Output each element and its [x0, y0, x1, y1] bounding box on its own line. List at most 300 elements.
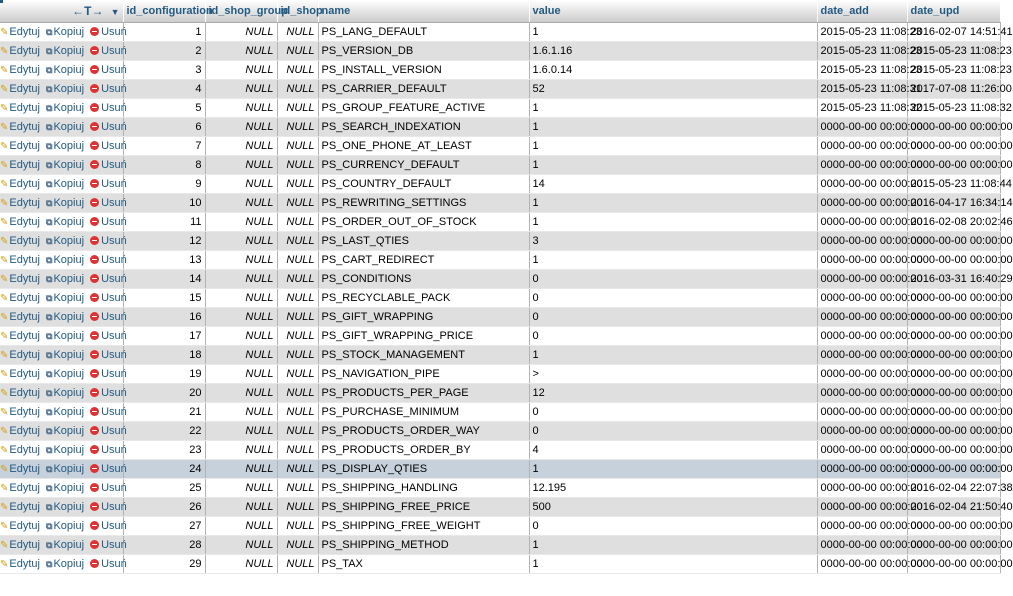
cell-id-shop[interactable]: NULL	[277, 402, 318, 421]
cell-date-upd[interactable]: 2016-02-07 14:51:41	[907, 22, 1000, 41]
cell-date-add[interactable]: 0000-00-00 00:00:00	[817, 250, 907, 269]
cell-date-add[interactable]: 0000-00-00 00:00:00	[817, 326, 907, 345]
cell-id-configuration[interactable]: 4	[123, 79, 205, 98]
cell-id-shop-group[interactable]: NULL	[205, 231, 277, 250]
cell-id-configuration[interactable]: 5	[123, 98, 205, 117]
cell-id-shop-group[interactable]: NULL	[205, 98, 277, 117]
cell-id-shop[interactable]: NULL	[277, 440, 318, 459]
cell-id-configuration[interactable]: 10	[123, 193, 205, 212]
cell-id-shop[interactable]: NULL	[277, 212, 318, 231]
copy-link[interactable]	[46, 501, 84, 513]
cell-id-shop-group[interactable]: NULL	[205, 421, 277, 440]
cell-date-upd[interactable]: 2016-03-31 16:40:29	[907, 269, 1000, 288]
cell-name[interactable]: PS_ONE_PHONE_AT_LEAST	[318, 136, 529, 155]
header-date-add[interactable]: date_add	[817, 0, 907, 22]
cell-id-shop[interactable]: NULL	[277, 364, 318, 383]
cell-date-upd[interactable]: 0000-00-00 00:00:00	[907, 421, 1000, 440]
delete-link[interactable]	[90, 102, 127, 114]
copy-link[interactable]	[46, 235, 84, 247]
cell-name[interactable]: PS_GROUP_FEATURE_ACTIVE	[318, 98, 529, 117]
cell-name[interactable]: PS_TAX	[318, 554, 529, 573]
cell-id-shop-group[interactable]: NULL	[205, 307, 277, 326]
cell-id-shop-group[interactable]: NULL	[205, 41, 277, 60]
cell-id-shop-group[interactable]: NULL	[205, 364, 277, 383]
cell-name[interactable]: PS_ORDER_OUT_OF_STOCK	[318, 212, 529, 231]
copy-link[interactable]	[46, 26, 84, 38]
cell-date-upd[interactable]: 2017-07-08 11:26:00	[907, 79, 1000, 98]
edit-link[interactable]	[0, 216, 40, 228]
cell-id-configuration[interactable]: 18	[123, 345, 205, 364]
table-row[interactable]	[0, 98, 1000, 117]
edit-link[interactable]	[0, 178, 40, 190]
cell-id-configuration[interactable]: 29	[123, 554, 205, 573]
table-row[interactable]	[0, 288, 1000, 307]
cell-date-upd[interactable]: 0000-00-00 00:00:00	[907, 155, 1000, 174]
cell-id-shop-group[interactable]: NULL	[205, 212, 277, 231]
cell-id-configuration[interactable]: 7	[123, 136, 205, 155]
copy-link[interactable]	[46, 311, 84, 323]
cell-date-upd[interactable]: 2016-02-08 20:02:46	[907, 212, 1000, 231]
cell-name[interactable]: PS_CURRENCY_DEFAULT	[318, 155, 529, 174]
table-row[interactable]	[0, 79, 1000, 98]
cell-date-add[interactable]: 0000-00-00 00:00:00	[817, 554, 907, 573]
cell-date-upd[interactable]: 2015-05-23 11:08:32	[907, 98, 1000, 117]
cell-name[interactable]: PS_PRODUCTS_PER_PAGE	[318, 383, 529, 402]
cell-name[interactable]: PS_CONDITIONS	[318, 269, 529, 288]
table-row[interactable]	[0, 117, 1000, 136]
table-row[interactable]	[0, 421, 1000, 440]
cell-name[interactable]: PS_SHIPPING_HANDLING	[318, 478, 529, 497]
cell-id-shop[interactable]: NULL	[277, 326, 318, 345]
cell-date-add[interactable]: 0000-00-00 00:00:00	[817, 231, 907, 250]
cell-value[interactable]: 1	[529, 193, 817, 212]
cell-name[interactable]: PS_RECYCLABLE_PACK	[318, 288, 529, 307]
cell-date-add[interactable]: 0000-00-00 00:00:00	[817, 459, 907, 478]
cell-id-shop-group[interactable]: NULL	[205, 22, 277, 41]
copy-link[interactable]	[46, 102, 84, 114]
cell-name[interactable]: PS_SHIPPING_FREE_WEIGHT	[318, 516, 529, 535]
cell-value[interactable]: 52	[529, 79, 817, 98]
cell-id-shop[interactable]: NULL	[277, 269, 318, 288]
cell-date-add[interactable]: 0000-00-00 00:00:00	[817, 516, 907, 535]
cell-value[interactable]: 1	[529, 98, 817, 117]
cell-id-shop[interactable]: NULL	[277, 497, 318, 516]
cell-date-add[interactable]: 2015-05-23 11:08:23	[817, 22, 907, 41]
cell-date-add[interactable]: 0000-00-00 00:00:00	[817, 193, 907, 212]
cell-id-configuration[interactable]: 27	[123, 516, 205, 535]
copy-link[interactable]	[46, 83, 84, 95]
cell-id-shop[interactable]: NULL	[277, 174, 318, 193]
cell-date-add[interactable]: 0000-00-00 00:00:00	[817, 136, 907, 155]
cell-date-add[interactable]: 2015-05-23 11:08:23	[817, 60, 907, 79]
copy-link[interactable]	[46, 463, 84, 475]
cell-id-shop-group[interactable]: NULL	[205, 345, 277, 364]
cell-date-upd[interactable]: 0000-00-00 00:00:00	[907, 383, 1000, 402]
edit-link[interactable]	[0, 558, 40, 570]
cell-date-add[interactable]: 2015-05-23 11:08:23	[817, 41, 907, 60]
edit-link[interactable]	[0, 444, 40, 456]
delete-link[interactable]	[90, 45, 127, 57]
edit-link[interactable]	[0, 406, 40, 418]
copy-link[interactable]	[46, 444, 84, 456]
cell-date-add[interactable]: 0000-00-00 00:00:00	[817, 421, 907, 440]
copy-link[interactable]	[46, 368, 84, 380]
table-row[interactable]	[0, 231, 1000, 250]
cell-id-configuration[interactable]: 13	[123, 250, 205, 269]
delete-link[interactable]	[90, 463, 127, 475]
copy-link[interactable]	[46, 387, 84, 399]
cell-name[interactable]: PS_SEARCH_INDEXATION	[318, 117, 529, 136]
cell-date-add[interactable]: 0000-00-00 00:00:00	[817, 345, 907, 364]
delete-link[interactable]	[90, 501, 127, 513]
table-row[interactable]	[0, 497, 1000, 516]
cell-id-configuration[interactable]: 21	[123, 402, 205, 421]
delete-link[interactable]	[90, 482, 127, 494]
cell-value[interactable]: 1.6.0.14	[529, 60, 817, 79]
cell-date-upd[interactable]: 2015-05-23 11:08:23	[907, 60, 1000, 79]
delete-link[interactable]	[90, 178, 127, 190]
cell-name[interactable]: PS_SHIPPING_METHOD	[318, 535, 529, 554]
edit-link[interactable]	[0, 64, 40, 76]
cell-id-shop[interactable]: NULL	[277, 60, 318, 79]
cell-id-configuration[interactable]: 17	[123, 326, 205, 345]
cell-name[interactable]: PS_CARRIER_DEFAULT	[318, 79, 529, 98]
cell-value[interactable]: >	[529, 364, 817, 383]
cell-date-add[interactable]: 0000-00-00 00:00:00	[817, 478, 907, 497]
copy-link[interactable]	[46, 254, 84, 266]
cell-id-configuration[interactable]: 9	[123, 174, 205, 193]
cell-value[interactable]: 1	[529, 155, 817, 174]
cell-id-shop-group[interactable]: NULL	[205, 155, 277, 174]
delete-link[interactable]	[90, 406, 127, 418]
cell-id-shop-group[interactable]: NULL	[205, 554, 277, 573]
cell-date-add[interactable]: 0000-00-00 00:00:00	[817, 307, 907, 326]
cell-id-shop[interactable]: NULL	[277, 250, 318, 269]
cell-date-upd[interactable]: 2015-05-23 11:08:23	[907, 41, 1000, 60]
edit-link[interactable]	[0, 45, 40, 57]
cell-id-shop-group[interactable]: NULL	[205, 497, 277, 516]
edit-link[interactable]	[0, 235, 40, 247]
header-name[interactable]: name	[318, 0, 529, 22]
cell-value[interactable]: 1	[529, 250, 817, 269]
cell-value[interactable]: 1.6.1.16	[529, 41, 817, 60]
cell-value[interactable]: 12.195	[529, 478, 817, 497]
cell-id-shop-group[interactable]: NULL	[205, 250, 277, 269]
copy-link[interactable]	[46, 197, 84, 209]
copy-link[interactable]	[46, 64, 84, 76]
cell-date-upd[interactable]: 0000-00-00 00:00:00	[907, 250, 1000, 269]
delete-link[interactable]	[90, 121, 127, 133]
cell-id-shop[interactable]: NULL	[277, 478, 318, 497]
cell-id-configuration[interactable]: 12	[123, 231, 205, 250]
cell-name[interactable]: PS_LAST_QTIES	[318, 231, 529, 250]
cell-name[interactable]: PS_COUNTRY_DEFAULT	[318, 174, 529, 193]
cell-value[interactable]: 1	[529, 117, 817, 136]
cell-id-shop[interactable]: NULL	[277, 22, 318, 41]
table-row[interactable]	[0, 402, 1000, 421]
cell-id-configuration[interactable]: 25	[123, 478, 205, 497]
cell-date-add[interactable]: 0000-00-00 00:00:00	[817, 174, 907, 193]
header-id-configuration[interactable]: id_configuration	[123, 0, 205, 22]
table-row[interactable]	[0, 250, 1000, 269]
delete-link[interactable]	[90, 26, 127, 38]
cell-date-upd[interactable]: 0000-00-00 00:00:00	[907, 459, 1000, 478]
copy-link[interactable]	[46, 330, 84, 342]
cell-name[interactable]: PS_GIFT_WRAPPING_PRICE	[318, 326, 529, 345]
delete-link[interactable]	[90, 64, 127, 76]
table-row[interactable]	[0, 307, 1000, 326]
edit-link[interactable]	[0, 26, 40, 38]
copy-link[interactable]	[46, 520, 84, 532]
edit-link[interactable]	[0, 159, 40, 171]
table-row[interactable]	[0, 459, 1000, 478]
cell-value[interactable]: 1	[529, 136, 817, 155]
cell-value[interactable]: 0	[529, 269, 817, 288]
copy-link[interactable]	[46, 425, 84, 437]
cell-id-configuration[interactable]: 2	[123, 41, 205, 60]
cell-value[interactable]: 1	[529, 22, 817, 41]
cell-id-shop[interactable]: NULL	[277, 345, 318, 364]
copy-link[interactable]	[46, 539, 84, 551]
cell-id-shop-group[interactable]: NULL	[205, 193, 277, 212]
cell-id-shop[interactable]: NULL	[277, 193, 318, 212]
edit-link[interactable]	[0, 368, 40, 380]
cell-date-upd[interactable]: 0000-00-00 00:00:00	[907, 136, 1000, 155]
table-row[interactable]	[0, 155, 1000, 174]
table-row[interactable]	[0, 516, 1000, 535]
cell-id-shop-group[interactable]: NULL	[205, 60, 277, 79]
cell-date-add[interactable]: 0000-00-00 00:00:00	[817, 535, 907, 554]
delete-link[interactable]	[90, 254, 127, 266]
cell-date-upd[interactable]: 2016-02-04 22:07:38	[907, 478, 1000, 497]
cell-id-shop-group[interactable]: NULL	[205, 383, 277, 402]
delete-link[interactable]	[90, 216, 127, 228]
cell-id-shop[interactable]: NULL	[277, 288, 318, 307]
copy-link[interactable]	[46, 349, 84, 361]
cell-id-configuration[interactable]: 23	[123, 440, 205, 459]
cell-value[interactable]: 1	[529, 535, 817, 554]
cell-id-shop-group[interactable]: NULL	[205, 269, 277, 288]
cell-date-add[interactable]: 0000-00-00 00:00:00	[817, 269, 907, 288]
cell-id-shop[interactable]: NULL	[277, 117, 318, 136]
delete-link[interactable]	[90, 558, 127, 570]
cell-name[interactable]: PS_STOCK_MANAGEMENT	[318, 345, 529, 364]
cell-id-configuration[interactable]: 24	[123, 459, 205, 478]
delete-link[interactable]	[90, 444, 127, 456]
cell-date-upd[interactable]: 0000-00-00 00:00:00	[907, 440, 1000, 459]
cell-id-shop[interactable]: NULL	[277, 98, 318, 117]
copy-link[interactable]	[46, 273, 84, 285]
edit-link[interactable]	[0, 425, 40, 437]
cell-id-shop-group[interactable]: NULL	[205, 174, 277, 193]
table-row[interactable]	[0, 326, 1000, 345]
cell-id-shop[interactable]: NULL	[277, 79, 318, 98]
delete-link[interactable]	[90, 197, 127, 209]
edit-link[interactable]	[0, 482, 40, 494]
edit-link[interactable]	[0, 83, 40, 95]
cell-name[interactable]: PS_PURCHASE_MINIMUM	[318, 402, 529, 421]
edit-link[interactable]	[0, 520, 40, 532]
cell-id-shop-group[interactable]: NULL	[205, 535, 277, 554]
cell-id-configuration[interactable]: 6	[123, 117, 205, 136]
sort-options-chevron-icon[interactable]: ▼	[110, 6, 120, 17]
delete-link[interactable]	[90, 330, 127, 342]
edit-link[interactable]	[0, 197, 40, 209]
cell-value[interactable]: 12	[529, 383, 817, 402]
table-row[interactable]	[0, 60, 1000, 79]
cell-value[interactable]: 0	[529, 421, 817, 440]
cell-id-configuration[interactable]: 16	[123, 307, 205, 326]
edit-link[interactable]	[0, 140, 40, 152]
cell-value[interactable]: 0	[529, 288, 817, 307]
column-options-arrow-icon[interactable]: ←T→	[72, 3, 104, 18]
cell-id-configuration[interactable]: 26	[123, 497, 205, 516]
cell-date-add[interactable]: 0000-00-00 00:00:00	[817, 497, 907, 516]
delete-link[interactable]	[90, 539, 127, 551]
cell-date-upd[interactable]: 2016-02-04 21:50:40	[907, 497, 1000, 516]
cell-name[interactable]: PS_PRODUCTS_ORDER_BY	[318, 440, 529, 459]
cell-value[interactable]: 0	[529, 402, 817, 421]
edit-link[interactable]	[0, 349, 40, 361]
edit-link[interactable]	[0, 539, 40, 551]
edit-link[interactable]	[0, 463, 40, 475]
cell-id-configuration[interactable]: 19	[123, 364, 205, 383]
cell-id-configuration[interactable]: 15	[123, 288, 205, 307]
cell-date-upd[interactable]: 0000-00-00 00:00:00	[907, 288, 1000, 307]
edit-link[interactable]	[0, 311, 40, 323]
cell-id-configuration[interactable]: 22	[123, 421, 205, 440]
cell-date-upd[interactable]: 0000-00-00 00:00:00	[907, 345, 1000, 364]
edit-link[interactable]	[0, 102, 40, 114]
edit-link[interactable]	[0, 387, 40, 399]
table-row[interactable]	[0, 364, 1000, 383]
edit-link[interactable]	[0, 254, 40, 266]
header-date-upd[interactable]: date_upd	[907, 0, 1000, 22]
cell-id-shop-group[interactable]: NULL	[205, 516, 277, 535]
table-row[interactable]	[0, 174, 1000, 193]
delete-link[interactable]	[90, 140, 127, 152]
cell-id-configuration[interactable]: 20	[123, 383, 205, 402]
cell-id-configuration[interactable]: 8	[123, 155, 205, 174]
cell-date-upd[interactable]: 0000-00-00 00:00:00	[907, 402, 1000, 421]
cell-value[interactable]: 1	[529, 554, 817, 573]
cell-name[interactable]: PS_SHIPPING_FREE_PRICE	[318, 497, 529, 516]
table-row[interactable]	[0, 22, 1000, 41]
cell-name[interactable]: PS_CART_REDIRECT	[318, 250, 529, 269]
delete-link[interactable]	[90, 292, 127, 304]
cell-name[interactable]: PS_LANG_DEFAULT	[318, 22, 529, 41]
cell-name[interactable]: PS_DISPLAY_QTIES	[318, 459, 529, 478]
table-row[interactable]	[0, 383, 1000, 402]
delete-link[interactable]	[90, 235, 127, 247]
cell-date-upd[interactable]: 0000-00-00 00:00:00	[907, 326, 1000, 345]
table-row[interactable]	[0, 345, 1000, 364]
cell-value[interactable]: 0	[529, 326, 817, 345]
cell-date-upd[interactable]: 0000-00-00 00:00:00	[907, 117, 1000, 136]
cell-name[interactable]: PS_PRODUCTS_ORDER_WAY	[318, 421, 529, 440]
cell-name[interactable]: PS_VERSION_DB	[318, 41, 529, 60]
cell-date-upd[interactable]: 0000-00-00 00:00:00	[907, 554, 1000, 573]
cell-id-shop[interactable]: NULL	[277, 136, 318, 155]
cell-id-shop[interactable]: NULL	[277, 383, 318, 402]
cell-id-shop-group[interactable]: NULL	[205, 478, 277, 497]
edit-link[interactable]	[0, 273, 40, 285]
cell-id-shop[interactable]: NULL	[277, 516, 318, 535]
delete-link[interactable]	[90, 520, 127, 532]
cell-date-add[interactable]: 0000-00-00 00:00:00	[817, 440, 907, 459]
delete-link[interactable]	[90, 159, 127, 171]
table-row[interactable]	[0, 136, 1000, 155]
cell-date-add[interactable]: 0000-00-00 00:00:00	[817, 212, 907, 231]
header-id-shop[interactable]: id_shop	[277, 0, 318, 22]
cell-value[interactable]: 4	[529, 440, 817, 459]
delete-link[interactable]	[90, 83, 127, 95]
cell-id-configuration[interactable]: 11	[123, 212, 205, 231]
edit-link[interactable]	[0, 292, 40, 304]
edit-link[interactable]	[0, 121, 40, 133]
table-row[interactable]	[0, 41, 1000, 60]
edit-link[interactable]	[0, 501, 40, 513]
header-actions[interactable]	[0, 0, 123, 22]
cell-name[interactable]: PS_REWRITING_SETTINGS	[318, 193, 529, 212]
table-row[interactable]	[0, 535, 1000, 554]
cell-id-shop-group[interactable]: NULL	[205, 288, 277, 307]
copy-link[interactable]	[46, 216, 84, 228]
cell-value[interactable]: 500	[529, 497, 817, 516]
table-row[interactable]	[0, 478, 1000, 497]
cell-id-configuration[interactable]: 1	[123, 22, 205, 41]
cell-date-upd[interactable]: 0000-00-00 00:00:00	[907, 535, 1000, 554]
delete-link[interactable]	[90, 311, 127, 323]
cell-date-upd[interactable]: 2016-04-17 16:34:14	[907, 193, 1000, 212]
cell-id-shop[interactable]: NULL	[277, 421, 318, 440]
cell-date-add[interactable]: 0000-00-00 00:00:00	[817, 117, 907, 136]
delete-link[interactable]	[90, 273, 127, 285]
cell-id-shop[interactable]: NULL	[277, 155, 318, 174]
table-row[interactable]	[0, 554, 1000, 573]
delete-link[interactable]	[90, 349, 127, 361]
cell-id-shop-group[interactable]: NULL	[205, 440, 277, 459]
copy-link[interactable]	[46, 45, 84, 57]
cell-date-upd[interactable]: 0000-00-00 00:00:00	[907, 307, 1000, 326]
cell-id-shop-group[interactable]: NULL	[205, 117, 277, 136]
table-row[interactable]	[0, 212, 1000, 231]
cell-value[interactable]: 14	[529, 174, 817, 193]
cell-id-shop[interactable]: NULL	[277, 535, 318, 554]
delete-link[interactable]	[90, 368, 127, 380]
cell-value[interactable]: 1	[529, 212, 817, 231]
cell-id-shop[interactable]: NULL	[277, 307, 318, 326]
cell-id-shop-group[interactable]: NULL	[205, 326, 277, 345]
cell-value[interactable]: 0	[529, 516, 817, 535]
cell-value[interactable]: 3	[529, 231, 817, 250]
cell-value[interactable]: 1	[529, 459, 817, 478]
copy-link[interactable]	[46, 159, 84, 171]
cell-date-add[interactable]: 0000-00-00 00:00:00	[817, 288, 907, 307]
cell-id-configuration[interactable]: 3	[123, 60, 205, 79]
cell-date-add[interactable]: 2015-05-23 11:08:32	[817, 98, 907, 117]
delete-link[interactable]	[90, 425, 127, 437]
copy-link[interactable]	[46, 292, 84, 304]
cell-date-add[interactable]: 2015-05-23 11:08:31	[817, 79, 907, 98]
cell-id-configuration[interactable]: 14	[123, 269, 205, 288]
table-row[interactable]	[0, 269, 1000, 288]
header-id-shop-group[interactable]: id_shop_group	[205, 0, 277, 22]
copy-link[interactable]	[46, 140, 84, 152]
cell-id-shop[interactable]: NULL	[277, 41, 318, 60]
cell-date-upd[interactable]: 2015-05-23 11:08:44	[907, 174, 1000, 193]
cell-value[interactable]: 0	[529, 307, 817, 326]
